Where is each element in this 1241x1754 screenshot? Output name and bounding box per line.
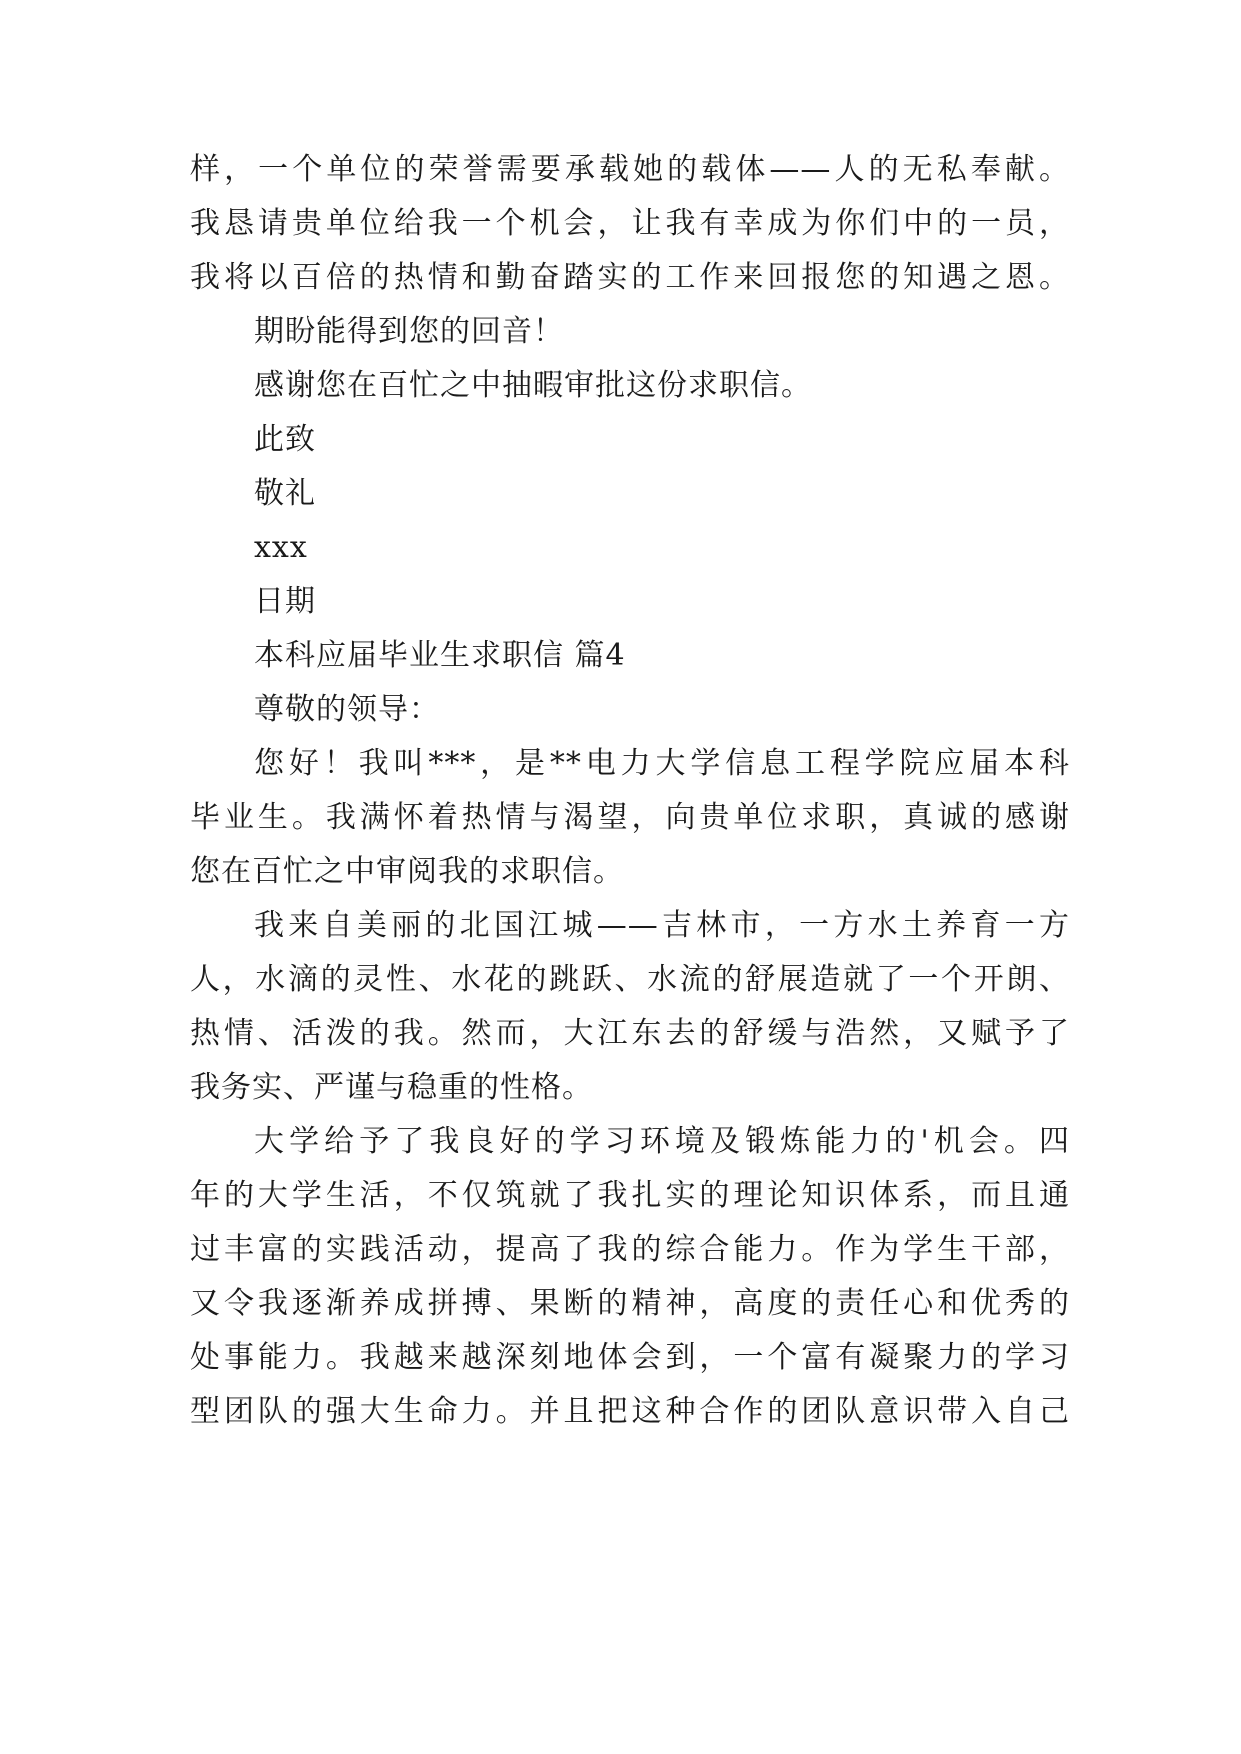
text-line: 我恳请贵单位给我一个机会，让我有幸成为你们中的一员， (190, 206, 1070, 241)
text-line: 热情、活泼的我。然而，大江东去的舒缓与浩然，又赋予了 (190, 1016, 1070, 1051)
text-line: 我来自美丽的北国江城——吉林市，一方水土养育一方 (254, 908, 1070, 943)
salutation-line: 敬礼 (254, 476, 316, 511)
salutation-line: 此致 (254, 422, 316, 457)
greeting-line: 尊敬的领导： (254, 692, 440, 727)
text-line: 您在百忙之中审阅我的求职信。 (190, 854, 624, 889)
signature-line: xxx (254, 530, 308, 565)
text-line: 我将以百倍的热情和勤奋踏实的工作来回报您的知遇之恩。 (190, 260, 1070, 295)
text-line: 样，一个单位的荣誉需要承载她的载体——人的无私奉献。 (190, 152, 1070, 187)
text-line: 型团队的强大生命力。并且把这种合作的团队意识带入自己 (190, 1394, 1070, 1429)
text-line: 又令我逐渐养成拼搏、果断的精神，高度的责任心和优秀的 (190, 1286, 1070, 1321)
text-line: 大学给予了我良好的学习环境及锻炼能力的'机会。四 (254, 1124, 1070, 1159)
text-line: 毕业生。我满怀着热情与渴望，向贵单位求职，真诚的感谢 (190, 800, 1070, 835)
text-line: 人，水滴的灵性、水花的跳跃、水流的舒展造就了一个开朗、 (190, 962, 1070, 997)
text-line: 年的大学生活，不仅筑就了我扎实的理论知识体系，而且通 (190, 1178, 1070, 1213)
closing-line: 期盼能得到您的回音！ (254, 314, 564, 349)
closing-line: 感谢您在百忙之中抽暇审批这份求职信。 (254, 368, 812, 403)
text-line: 过丰富的实践活动，提高了我的综合能力。作为学生干部， (190, 1232, 1070, 1267)
text-line: 处事能力。我越来越深刻地体会到，一个富有凝聚力的学习 (190, 1340, 1070, 1375)
section-heading: 本科应届毕业生求职信 篇4 (254, 638, 626, 673)
date-line: 日期 (254, 584, 316, 619)
text-line: 您好！我叫***，是**电力大学信息工程学院应届本科 (254, 746, 1070, 781)
text-line: 我务实、严谨与稳重的性格。 (190, 1070, 593, 1105)
